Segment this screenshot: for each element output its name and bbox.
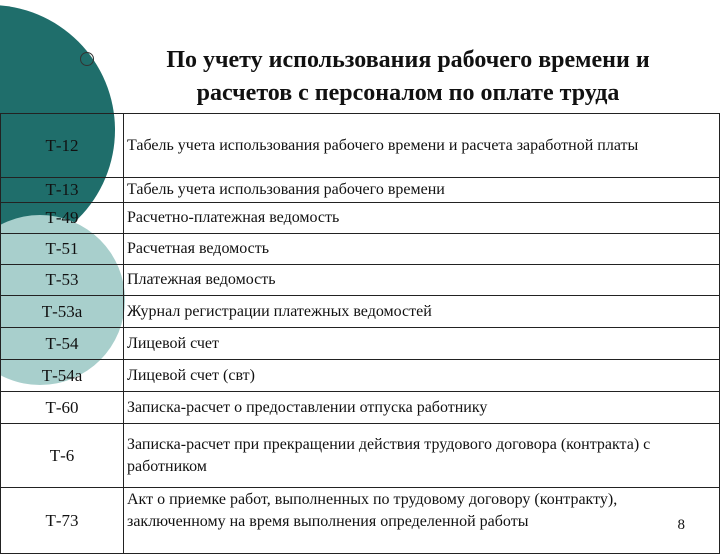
form-description: Журнал регистрации платежных ведомостей <box>124 296 720 328</box>
form-code: Т-53 <box>1 265 124 296</box>
table-row <box>1 328 720 360</box>
table-row <box>1 178 720 203</box>
form-description: Табель учета использования рабочего времени и расчета заработной платы <box>124 114 720 178</box>
form-description: Расчетно-платежная ведомость <box>124 203 720 234</box>
table-row <box>1 488 720 554</box>
form-description: Лицевой счет (свт) <box>124 360 720 392</box>
form-code: Т-6 <box>1 424 124 488</box>
form-description: Записка-расчет при прекращении действия трудового договора (контракта) с работником <box>124 424 720 488</box>
form-code: Т-73 <box>1 488 124 554</box>
heading-block <box>80 44 720 114</box>
forms-table-container <box>0 113 720 554</box>
form-code: Т-53а <box>1 296 124 328</box>
form-description: Табель учета использования рабочего времени <box>124 178 720 203</box>
title-line-1: По учету использования рабочего времени и <box>166 47 650 73</box>
form-code: Т-54 <box>1 328 124 360</box>
table-row <box>1 424 720 488</box>
table-row <box>1 392 720 424</box>
form-code: Т-13 <box>1 178 124 203</box>
table-row <box>1 234 720 265</box>
table-row <box>1 265 720 296</box>
form-code: Т-54а <box>1 360 124 392</box>
bullet-circle-icon <box>80 52 94 66</box>
form-description: Лицевой счет <box>124 328 720 360</box>
form-code: Т-51 <box>1 234 124 265</box>
form-description <box>124 488 720 554</box>
form-description: Расчетная ведомость <box>124 234 720 265</box>
form-code: Т-60 <box>1 392 124 424</box>
form-code: Т-49 <box>1 203 124 234</box>
page-title <box>108 44 708 110</box>
table-row <box>1 296 720 328</box>
table-row <box>1 203 720 234</box>
last-row-text-clip <box>127 489 716 551</box>
table-row <box>1 114 720 178</box>
title-line-2: расчетов с персоналом по оплате труда <box>196 80 620 106</box>
page-number: 8 <box>677 517 685 533</box>
forms-table <box>0 113 720 554</box>
form-code: Т-12 <box>1 114 124 178</box>
table-row <box>1 360 720 392</box>
last-row-description: Акт о приемке работ, выполненных по трудовому договору (контракту), заключенному на время выполнения определенной работы <box>127 491 618 530</box>
form-description: Платежная ведомость <box>124 265 720 296</box>
form-description: Записка-расчет о предоставлении отпуска работнику <box>124 392 720 424</box>
